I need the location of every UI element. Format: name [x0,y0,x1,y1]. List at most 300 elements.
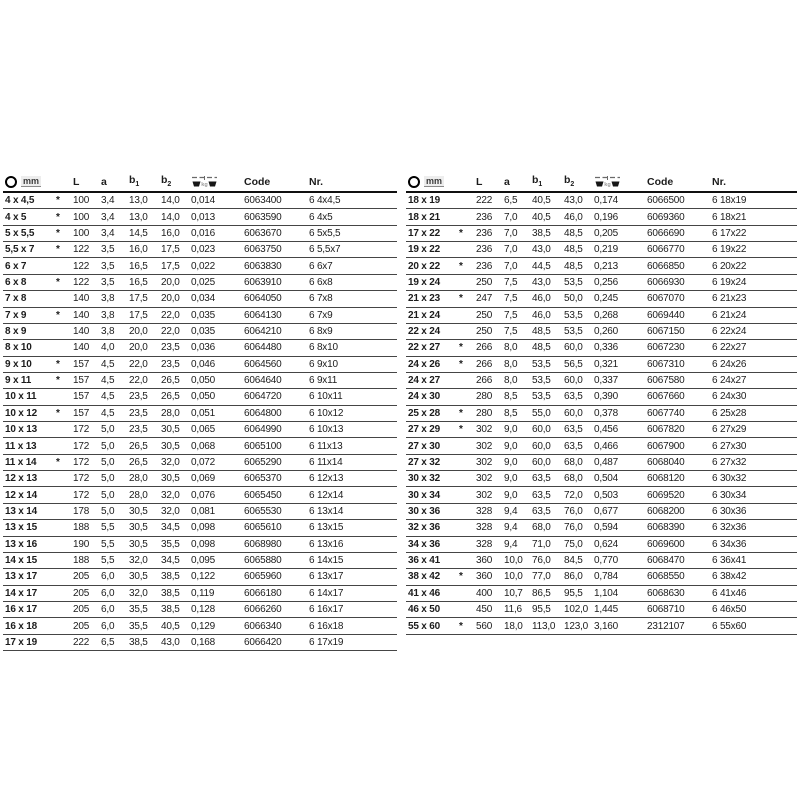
weight-cell: 0,256 [594,276,619,288]
weight-cell: 0,268 [594,309,619,321]
size-cell: 27 x 32 [408,456,440,468]
size-cell: 13 x 16 [5,538,37,550]
table-row [3,373,397,389]
code-cell: 6066850 [647,260,685,272]
a-cell: 5,0 [101,456,115,468]
a-cell: 6,0 [101,571,115,583]
length-cell: 302 [476,489,493,501]
b1-cell: 53,5 [532,375,551,387]
code-cell: 6068470 [647,555,685,567]
b2-cell: 30,5 [161,424,180,436]
length-cell: 302 [476,424,493,436]
b2-cell: 32,0 [161,489,180,501]
b1-cell: 28,0 [129,489,148,501]
length-cell: 157 [73,358,90,370]
nr-cell: 6 9x11 [309,375,338,387]
weight-cell: 0,677 [594,506,619,517]
code-cell: 6067230 [647,342,685,354]
b1-cell: 86,5 [532,587,551,599]
star-marker: * [56,407,60,419]
weight-cell: 3,160 [594,620,619,632]
table-row [406,602,797,618]
nr-cell: 6 27x29 [712,424,747,436]
code-cell: 6066260 [244,604,282,616]
b2-cell: 43,0 [564,195,583,207]
a-cell: 6,0 [101,620,115,632]
b1-column-header [129,174,161,188]
length-cell: 188 [73,555,90,567]
b2-cell: 76,0 [564,522,583,534]
code-cell: 6068040 [647,456,685,468]
star-marker: * [459,293,463,305]
length-cell: 205 [73,587,90,599]
star-marker: * [459,358,463,370]
code-cell: 6067740 [647,407,685,419]
length-cell: 250 [476,276,493,288]
code-cell: 6067070 [647,293,685,305]
b1-cell: 113,0 [532,620,556,632]
table-row [3,226,397,242]
length-cell: 247 [476,293,493,305]
weight-cell: 0,046 [191,358,216,370]
table-row [406,471,797,487]
b1-cell: 53,5 [532,391,551,403]
a-cell: 7,5 [504,276,518,288]
a-cell: 8,5 [504,407,518,419]
weight-cell: 0,035 [191,326,216,338]
b1-label: b [129,174,136,187]
size-cell: 34 x 36 [408,538,440,550]
b1-cell: 38,5 [532,227,551,239]
code-cell: 6067150 [647,326,685,338]
size-cell: 24 x 30 [408,391,440,403]
length-cell: 172 [73,456,90,468]
b1-cell: 48,5 [532,342,551,354]
nr-cell: 6 46x50 [712,604,747,616]
weight-cell: 0,770 [594,555,619,567]
size-column-header [3,176,73,188]
a-cell: 10,0 [504,571,523,583]
nr-cell: 6 13x15 [309,522,344,534]
nr-cell: 6 7x9 [309,309,333,321]
table-row [406,258,797,274]
weight-cell: 0,016 [191,227,216,239]
length-cell: 172 [73,440,90,452]
b1-cell: 35,5 [129,620,148,632]
b1-cell: 63,5 [532,489,551,501]
b2-cell: 48,5 [564,260,583,272]
code-cell: 6064800 [244,407,282,419]
nr-cell: 6 27x30 [712,440,747,452]
b2-cell: 46,0 [564,211,583,223]
b2-cell: 72,0 [564,489,583,501]
a-cell: 5,0 [101,489,115,501]
b2-cell: 48,5 [564,227,583,239]
length-cell: 250 [476,326,493,338]
code-column-header: Code [244,175,271,188]
code-cell: 6068630 [647,587,685,599]
size-cell: 17 x 19 [5,636,37,648]
a-cell: 4,5 [101,391,115,403]
code-cell: 6067580 [647,375,685,387]
b1-label: b [532,174,539,187]
code-cell: 6069520 [647,489,685,501]
weight-cell: 0,456 [594,424,619,436]
nr-cell: 6 13x17 [309,571,344,583]
size-cell: 22 x 27 [408,342,440,354]
weight-cell: 0,219 [594,244,619,256]
table-row [3,438,397,454]
weight-cell: 0,051 [191,407,216,419]
length-cell: 190 [73,538,90,550]
b2-cell: 14,0 [161,195,180,207]
b2-column-header [161,174,191,188]
table-row [406,209,797,225]
code-cell: 6068550 [647,571,685,583]
b2-cell: 34,5 [161,522,180,534]
nr-cell: 6 14x15 [309,555,344,567]
table-row [406,520,797,536]
nr-cell: 6 41x46 [712,587,747,599]
nr-cell: 6 4x5 [309,211,333,223]
length-cell: 205 [73,571,90,583]
weight-cell: 0,594 [594,522,619,534]
a-cell: 8,0 [504,358,518,370]
length-cell: 302 [476,473,493,485]
size-cell: 18 x 21 [408,211,440,223]
star-marker: * [56,227,60,239]
nr-cell: 6 34x36 [712,538,747,550]
nr-cell: 6 7x8 [309,293,333,305]
code-cell: 6063670 [244,227,282,239]
a-cell: 18,0 [504,620,523,632]
length-cell: 140 [73,293,90,305]
a-cell: 9,0 [504,424,518,436]
table-row [406,438,797,454]
weight-cell: 0,503 [594,489,619,501]
nr-cell: 6 24x27 [712,375,747,387]
weight-cell: 0,098 [191,538,216,550]
table-header [3,172,397,193]
table-row [3,635,397,651]
table-row [406,537,797,553]
weight-scale-icon [191,175,218,188]
b1-cell: 63,5 [532,506,551,517]
length-cell: 140 [73,326,90,338]
code-cell: 6063910 [244,276,282,288]
nr-cell: 6 10x13 [309,424,344,436]
length-cell: 280 [476,391,493,403]
code-cell: 6065370 [244,473,282,485]
size-cell: 27 x 29 [408,424,440,436]
b2-cell: 60,0 [564,342,583,354]
size-cell: 21 x 24 [408,309,440,321]
code-cell: 6068120 [647,473,685,485]
weight-cell: 0,504 [594,473,619,485]
b1-cell: 20,0 [129,342,148,354]
code-cell: 6066690 [647,227,685,239]
length-cell: 188 [73,522,90,534]
star-marker: * [459,424,463,436]
code-cell: 6068710 [647,604,685,616]
table-row [406,389,797,405]
weight-cell: 0,022 [191,260,216,272]
length-cell: 205 [73,604,90,616]
nr-cell: 6 24x26 [712,358,747,370]
table-row [3,471,397,487]
weight-cell: 0,098 [191,522,216,534]
nr-cell: 6 19x22 [712,244,747,256]
a-cell: 5,0 [101,440,115,452]
table-row [3,324,397,340]
star-marker: * [56,244,60,256]
code-cell: 6066420 [244,636,282,648]
size-cell: 41 x 46 [408,587,440,599]
table-row [3,537,397,553]
code-cell: 6067660 [647,391,685,403]
table-row [406,586,797,602]
weight-cell: 0,076 [191,489,216,501]
weight-cell: 0,336 [594,342,619,354]
table-row [3,553,397,569]
table-row [3,258,397,274]
nr-cell: 6 12x13 [309,473,344,485]
length-cell: 157 [73,375,90,387]
length-cell: 205 [73,620,90,632]
table-row [406,226,797,242]
nr-cell: 6 21x23 [712,293,747,305]
b1-cell: 40,5 [532,211,551,223]
b2-subscript: 2 [570,181,575,189]
b1-cell: 60,0 [532,440,551,452]
a-cell: 5,0 [101,473,115,485]
length-cell: 236 [476,211,493,223]
length-column-header: L [73,175,80,188]
code-column-header: Code [647,175,674,188]
table-row [3,586,397,602]
nr-cell: 6 4x4,5 [309,195,341,207]
size-cell: 20 x 22 [408,260,440,272]
b1-cell: 68,0 [532,522,551,534]
table-row [406,455,797,471]
size-cell: 13 x 14 [5,506,37,517]
b1-cell: 35,5 [129,604,148,616]
length-cell: 172 [73,489,90,501]
table-row [406,275,797,291]
ring-spanner-icon [408,176,420,188]
size-cell: 22 x 24 [408,326,440,338]
table-row [3,422,397,438]
table-row [406,504,797,520]
size-cell: 14 x 15 [5,555,37,567]
nr-cell: 6 22x24 [712,326,747,338]
size-cell: 9 x 11 [5,375,32,387]
size-cell: 12 x 14 [5,489,37,501]
length-cell: 328 [476,522,493,534]
b1-cell: 53,5 [532,358,551,370]
b1-cell: 63,5 [532,473,551,485]
b1-cell: 48,5 [532,326,551,338]
b1-cell: 26,5 [129,456,148,468]
a-cell: 7,0 [504,244,518,256]
code-cell: 6066930 [647,276,685,288]
b1-cell: 38,5 [129,636,148,648]
a-cell: 9,0 [504,440,518,452]
b2-cell: 123,0 [564,620,589,632]
b1-cell: 16,5 [129,276,148,288]
size-cell: 5,5 x 7 [5,244,35,256]
weight-cell: 1,104 [594,587,619,599]
size-cell: 19 x 24 [408,276,440,288]
b2-cell: 17,5 [161,244,180,256]
a-cell: 5,5 [101,555,115,567]
code-cell: 6065290 [244,456,282,468]
code-cell: 6063590 [244,211,282,223]
nr-cell: 6 25x28 [712,407,747,419]
a-cell: 5,5 [101,538,115,550]
length-cell: 222 [73,636,90,648]
weight-cell: 0,466 [594,440,619,452]
weight-cell: 0,321 [594,358,619,370]
a-cell: 4,5 [101,407,115,419]
nr-cell: 6 16x18 [309,620,344,632]
weight-cell: 0,036 [191,342,216,354]
weight-cell: 0,624 [594,538,619,550]
table-row [406,422,797,438]
nr-cell: 6 12x14 [309,489,344,501]
b2-cell: 30,5 [161,473,180,485]
code-cell: 6064130 [244,309,282,321]
code-cell: 6066340 [244,620,282,632]
size-cell: 16 x 18 [5,620,37,632]
b2-cell: 60,0 [564,375,583,387]
a-cell: 4,5 [101,358,115,370]
length-cell: 140 [73,309,90,321]
a-cell: 7,5 [504,309,518,321]
length-cell: 266 [476,342,493,354]
b1-cell: 13,0 [129,195,148,207]
star-marker: * [459,571,463,583]
table-row [3,357,397,373]
nr-cell: 6 17x19 [309,636,344,648]
nr-cell: 6 38x42 [712,571,747,583]
b2-cell: 22,0 [161,326,180,338]
b1-cell: 55,0 [532,407,551,419]
b1-cell: 23,5 [129,391,148,403]
size-cell: 4 x 5 [5,211,27,223]
nr-cell: 6 5,5x7 [309,244,341,256]
a-cell: 8,5 [504,391,518,403]
b1-subscript: 1 [135,181,140,189]
a-cell: 3,5 [101,260,115,272]
size-cell: 27 x 30 [408,440,440,452]
nr-cell: 6 5x5,5 [309,227,341,239]
table-row [406,373,797,389]
a-cell: 3,5 [101,276,115,288]
b1-cell: 32,0 [129,587,148,599]
length-cell: 328 [476,506,493,517]
weight-cell: 0,050 [191,375,216,387]
b2-cell: 86,0 [564,571,583,583]
length-cell: 178 [73,506,90,517]
size-cell: 25 x 28 [408,407,440,419]
b2-cell: 48,5 [564,244,583,256]
code-cell: 6068390 [647,522,685,534]
a-cell: 9,4 [504,538,518,550]
b1-cell: 77,0 [532,571,551,583]
b2-cell: 53,5 [564,309,583,321]
b2-cell: 23,5 [161,358,180,370]
b1-cell: 30,5 [129,538,148,550]
size-cell: 30 x 34 [408,489,440,501]
table-row [406,487,797,503]
b2-cell: 75,0 [564,538,583,550]
weight-cell: 0,205 [594,227,619,239]
b1-cell: 71,0 [532,538,551,550]
size-cell: 18 x 19 [408,195,440,207]
size-cell: 16 x 17 [5,604,37,616]
b1-cell: 30,5 [129,522,148,534]
a-cell: 3,8 [101,326,115,338]
b2-cell: 26,5 [161,375,180,387]
b1-cell: 60,0 [532,424,551,436]
weight-cell: 0,129 [191,620,216,632]
star-marker: * [459,260,463,272]
b2-cell: 28,0 [161,407,180,419]
table-row [406,569,797,585]
b2-cell: 34,5 [161,555,180,567]
table-row [406,324,797,340]
length-cell: 250 [476,309,493,321]
nr-cell: 6 22x27 [712,342,747,354]
size-cell: 30 x 32 [408,473,440,485]
nr-cell: 6 11x13 [309,440,343,452]
a-cell: 10,7 [504,587,523,599]
length-cell: 172 [73,473,90,485]
spec-table-left [3,172,397,651]
a-cell: 11,6 [504,604,522,616]
b1-cell: 43,0 [532,276,551,288]
b1-cell: 16,5 [129,260,148,272]
weight-cell: 0,072 [191,456,216,468]
size-cell: 7 x 9 [5,309,27,321]
nr-cell: 6 14x17 [309,587,344,599]
nr-cell: 6 13x14 [309,506,344,517]
nr-column-header: Nr. [712,175,727,188]
code-cell: 6064640 [244,375,282,387]
weight-cell: 0,013 [191,211,216,223]
a-cell: 6,0 [101,604,115,616]
nr-cell: 6 10x12 [309,407,344,419]
b1-cell: 76,0 [532,555,551,567]
length-cell: 122 [73,260,90,272]
nr-cell: 6 30x34 [712,489,747,501]
a-cell: 9,0 [504,489,518,501]
b2-cell: 32,0 [161,456,180,468]
length-cell: 236 [476,227,493,239]
length-cell: 100 [73,211,90,223]
b2-cell: 102,0 [564,604,589,616]
b2-column-header [564,174,594,188]
code-cell: 6068980 [244,538,282,550]
table-row [3,193,397,209]
size-cell: 6 x 7 [5,260,27,272]
weight-cell: 0,119 [191,587,215,599]
nr-cell: 6 36x41 [712,555,747,567]
a-cell: 4,0 [101,342,115,354]
b2-cell: 38,5 [161,604,180,616]
table-row [406,242,797,258]
